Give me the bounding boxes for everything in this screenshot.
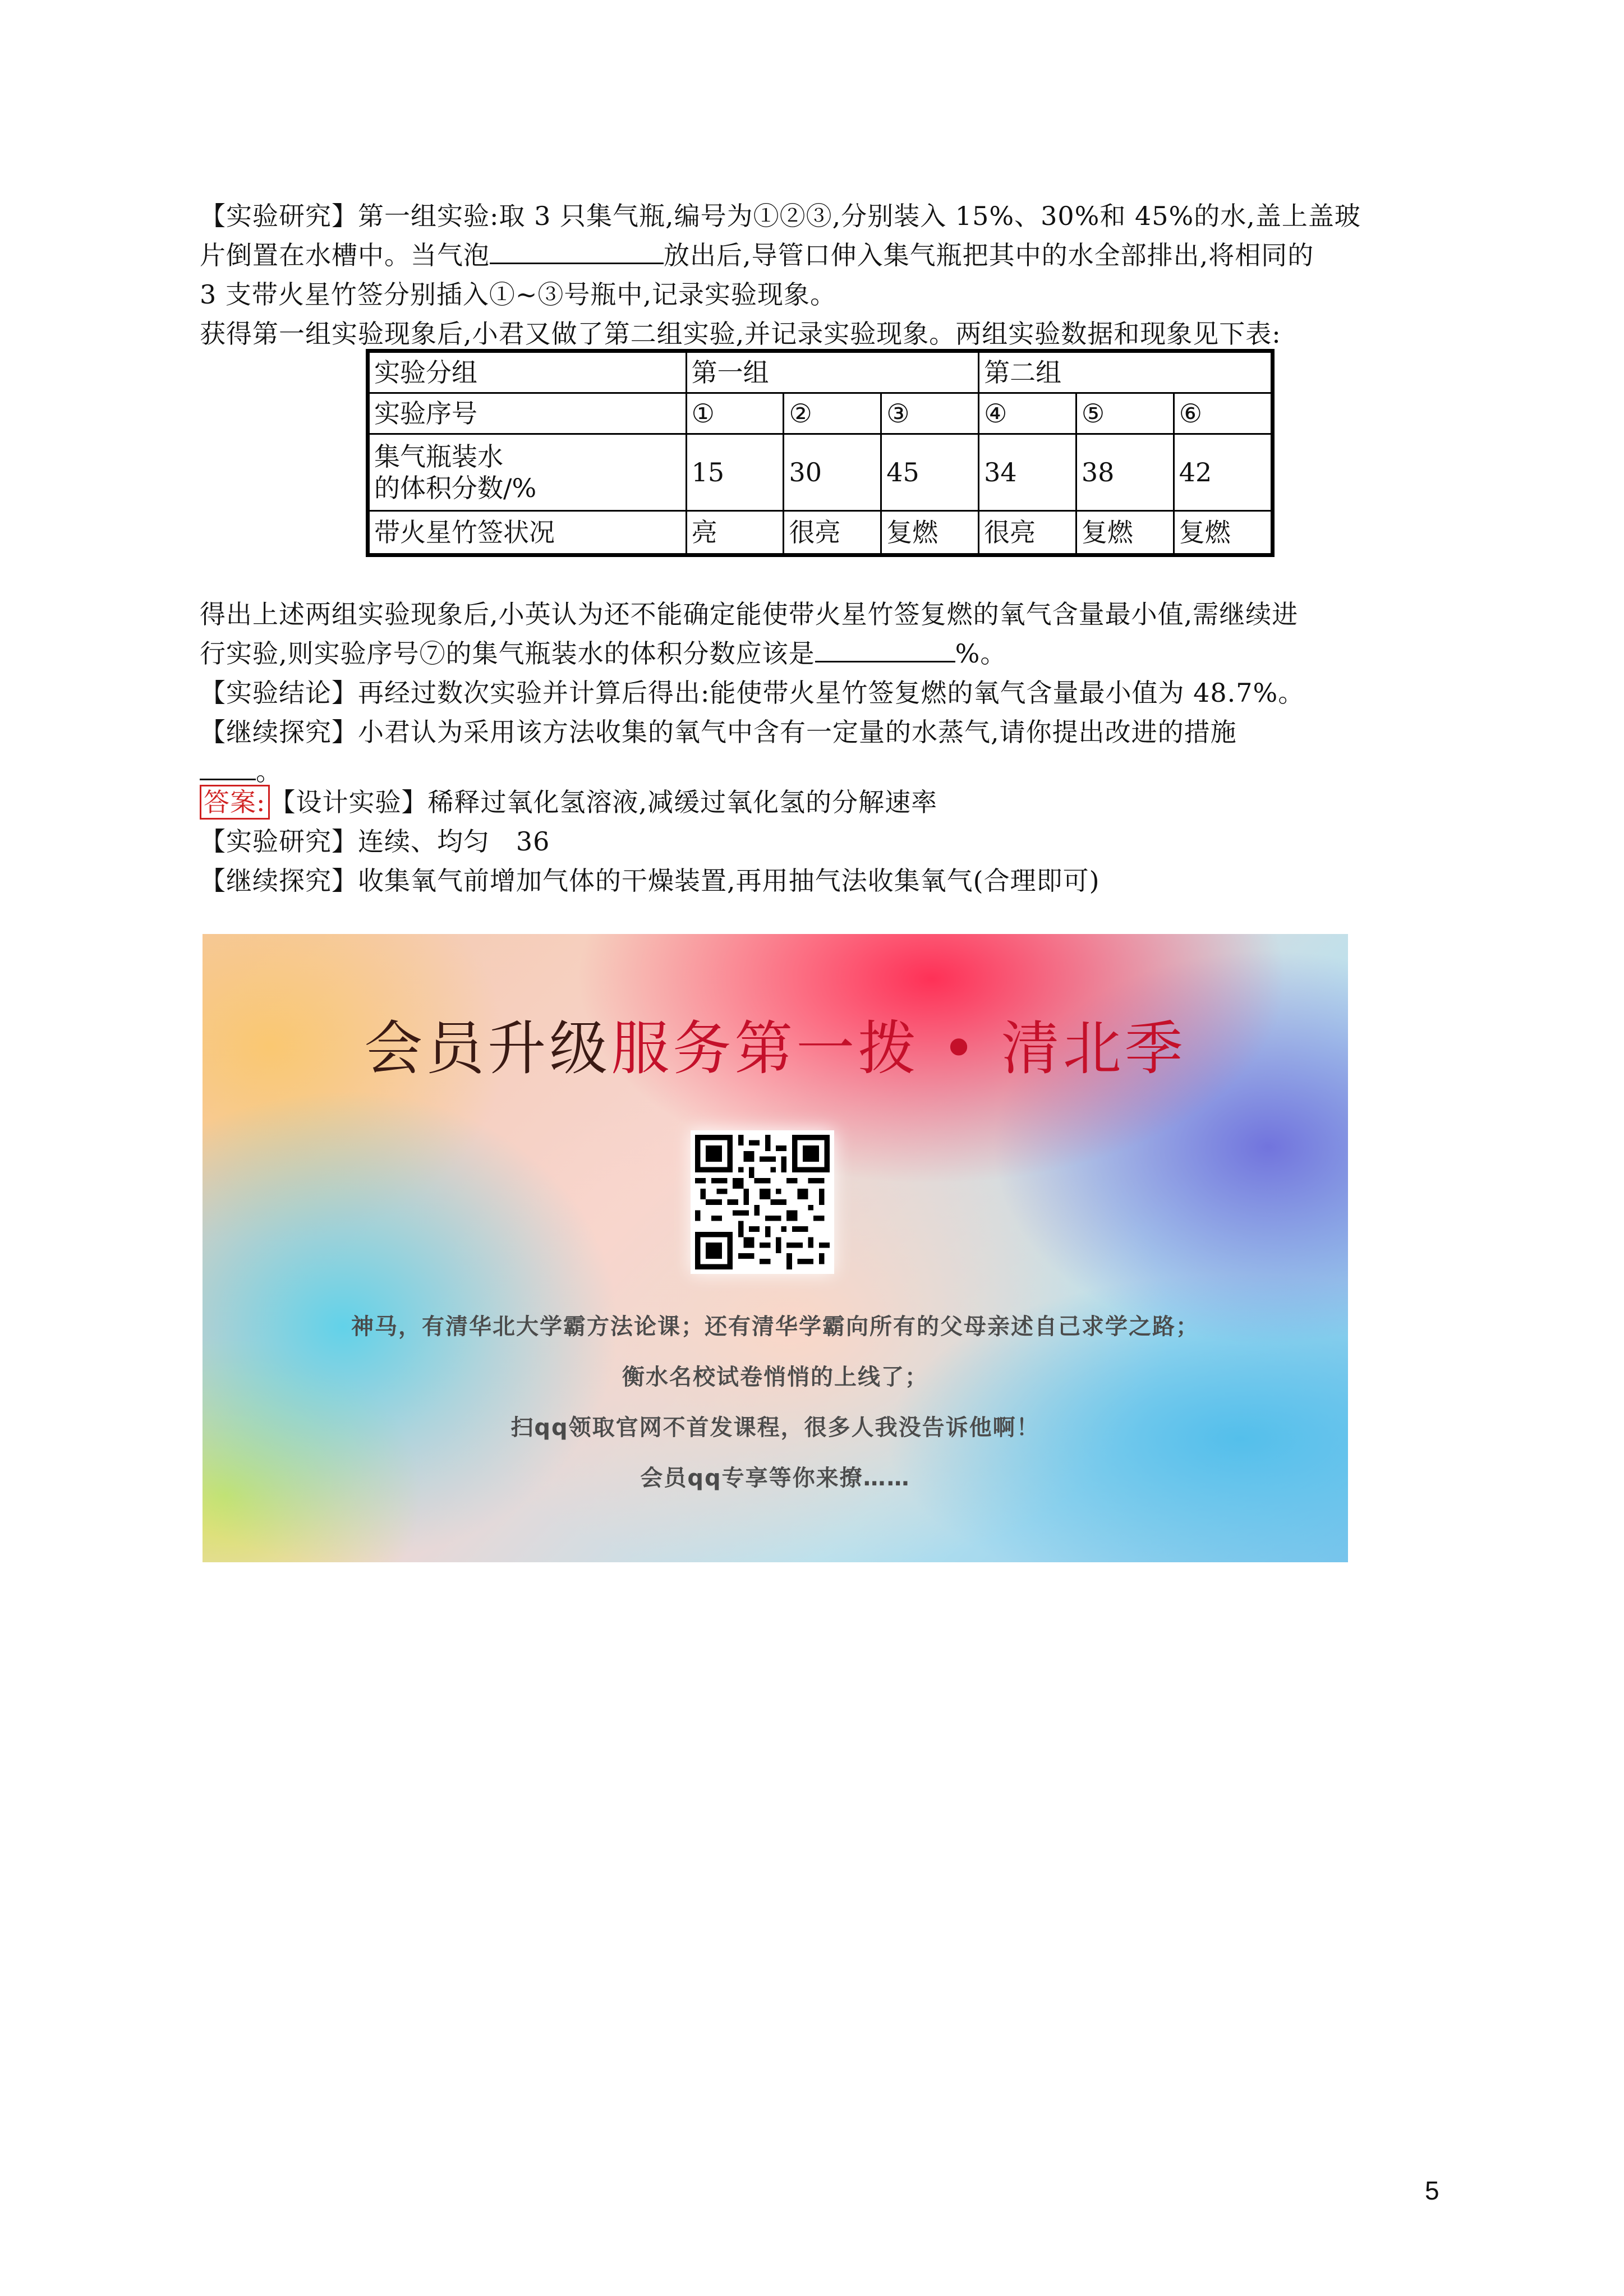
table-cell: 42 — [1174, 434, 1272, 511]
table-cell: 亮 — [686, 511, 784, 555]
table-cell: ④ — [979, 393, 1076, 434]
blank-volume-fraction — [815, 635, 955, 662]
intro-line-2a: 片倒置在水槽中。当气泡 — [200, 240, 490, 270]
table-cell: 第二组 — [979, 351, 1273, 393]
table-cell: 复燃 — [1174, 511, 1272, 555]
followup-line-2a: 行实验,则实验序号⑦的集气瓶装水的体积分数应该是 — [200, 638, 815, 669]
intro-line-1: 【实验研究】第一组实验:取 3 只集气瓶,编号为①②③,分别装入 15%、30%和 45%的水,盖上盖玻 — [200, 201, 1361, 231]
answer-line-2: 【实验研究】连续、均匀 36 — [200, 826, 550, 857]
table-cell: ② — [784, 393, 881, 434]
banner-line-1: 神马，有清华北大学霸方法论课；还有清华学霸向所有的父母亲述自己求学之路； — [351, 1314, 1199, 1340]
table-cell: 第一组 — [686, 351, 978, 393]
qr-code-icon[interactable] — [691, 1130, 834, 1274]
answer-tag: 答案: — [200, 785, 270, 820]
table-cell: 复燃 — [1076, 511, 1174, 555]
conclusion-line: 【实验结论】再经过数次实验并计算后得出:能使带火星竹签复燃的氧气含量最小值为 48.7%。 — [200, 678, 1305, 708]
intro-line-2b: 放出后,导管口伸入集气瓶把其中的水全部排出,将相同的 — [664, 240, 1314, 270]
table-cell: 很亮 — [784, 511, 881, 555]
table-cell: 38 — [1076, 434, 1174, 511]
table-cell: 15 — [686, 434, 784, 511]
table-cell: 复燃 — [881, 511, 979, 555]
table-cell: ⑤ — [1076, 393, 1174, 434]
table-row — [368, 434, 1273, 511]
banner-title-b: 服务第一拨 — [611, 1014, 920, 1083]
table-label-line-2: 的体积分数/% — [374, 473, 537, 503]
table-row — [368, 511, 1273, 555]
table-label-line-1: 集气瓶装水 — [374, 441, 503, 472]
answer-section — [200, 783, 1417, 900]
banner-line-3: 扫qq领取官网不首发课程，很多人我没告诉他啊！ — [510, 1415, 1040, 1441]
intro-paragraph — [200, 196, 1417, 353]
page-number: 5 — [1425, 2176, 1439, 2205]
banner-line-4: 会员qq专享等你来撩…… — [640, 1465, 910, 1491]
blank-bubble-condition — [490, 237, 664, 264]
followup-paragraph — [200, 595, 1417, 791]
table-cell: ① — [686, 393, 784, 434]
table-row — [368, 393, 1273, 434]
promo-banner — [203, 934, 1348, 1562]
answer-text-1: 【设计实验】稀释过氧化氢溶液,减缓过氧化氢的分解速率 — [269, 787, 938, 817]
experiment-table — [366, 349, 1275, 557]
blank-improvement — [200, 753, 256, 780]
table-cell: 30 — [784, 434, 881, 511]
table-cell: 带火星竹签状况 — [368, 511, 687, 555]
followup-line-1: 得出上述两组实验现象后,小英认为还不能确定能使带火星竹签复燃的氧气含量最小值,需继续进 — [200, 599, 1299, 629]
table-cell: 很亮 — [979, 511, 1076, 555]
table-cell: 45 — [881, 434, 979, 511]
followup-line-2b: %。 — [955, 638, 1007, 669]
followup-line-2 — [200, 634, 1417, 673]
intro-line-2 — [200, 236, 1417, 275]
banner-line-2: 衡水名校试卷悄悄的上线了； — [622, 1364, 928, 1390]
further-inquiry-end: 。 — [256, 756, 282, 786]
intro-line-3: 3 支带火星竹签分别插入①~③号瓶中,记录实验现象。 — [200, 279, 837, 310]
table-cell: ③ — [881, 393, 979, 434]
banner-title-c: • 清北季 — [919, 1014, 1186, 1083]
answer-line-1 — [200, 783, 1417, 822]
table-row — [368, 351, 1273, 393]
intro-line-4: 获得第一组实验现象后,小君又做了第二组实验,并记录实验现象。两组实验数据和现象见下表: — [200, 319, 1281, 349]
banner-title — [203, 1001, 1348, 1085]
table-cell: 实验序号 — [368, 393, 687, 434]
answer-line-3: 【继续探究】收集氧气前增加气体的干燥装置,再用抽气法收集氧气(合理即可) — [200, 866, 1100, 896]
table-cell: 34 — [979, 434, 1076, 511]
table-cell — [368, 434, 687, 511]
further-inquiry-line: 【继续探究】小君认为采用该方法收集的氧气中含有一定量的水蒸气,请你提出改进的措施 — [200, 717, 1237, 747]
table-cell: ⑥ — [1174, 393, 1272, 434]
banner-title-a: 会员升级 — [364, 1014, 611, 1083]
table-cell: 实验分组 — [368, 351, 687, 393]
